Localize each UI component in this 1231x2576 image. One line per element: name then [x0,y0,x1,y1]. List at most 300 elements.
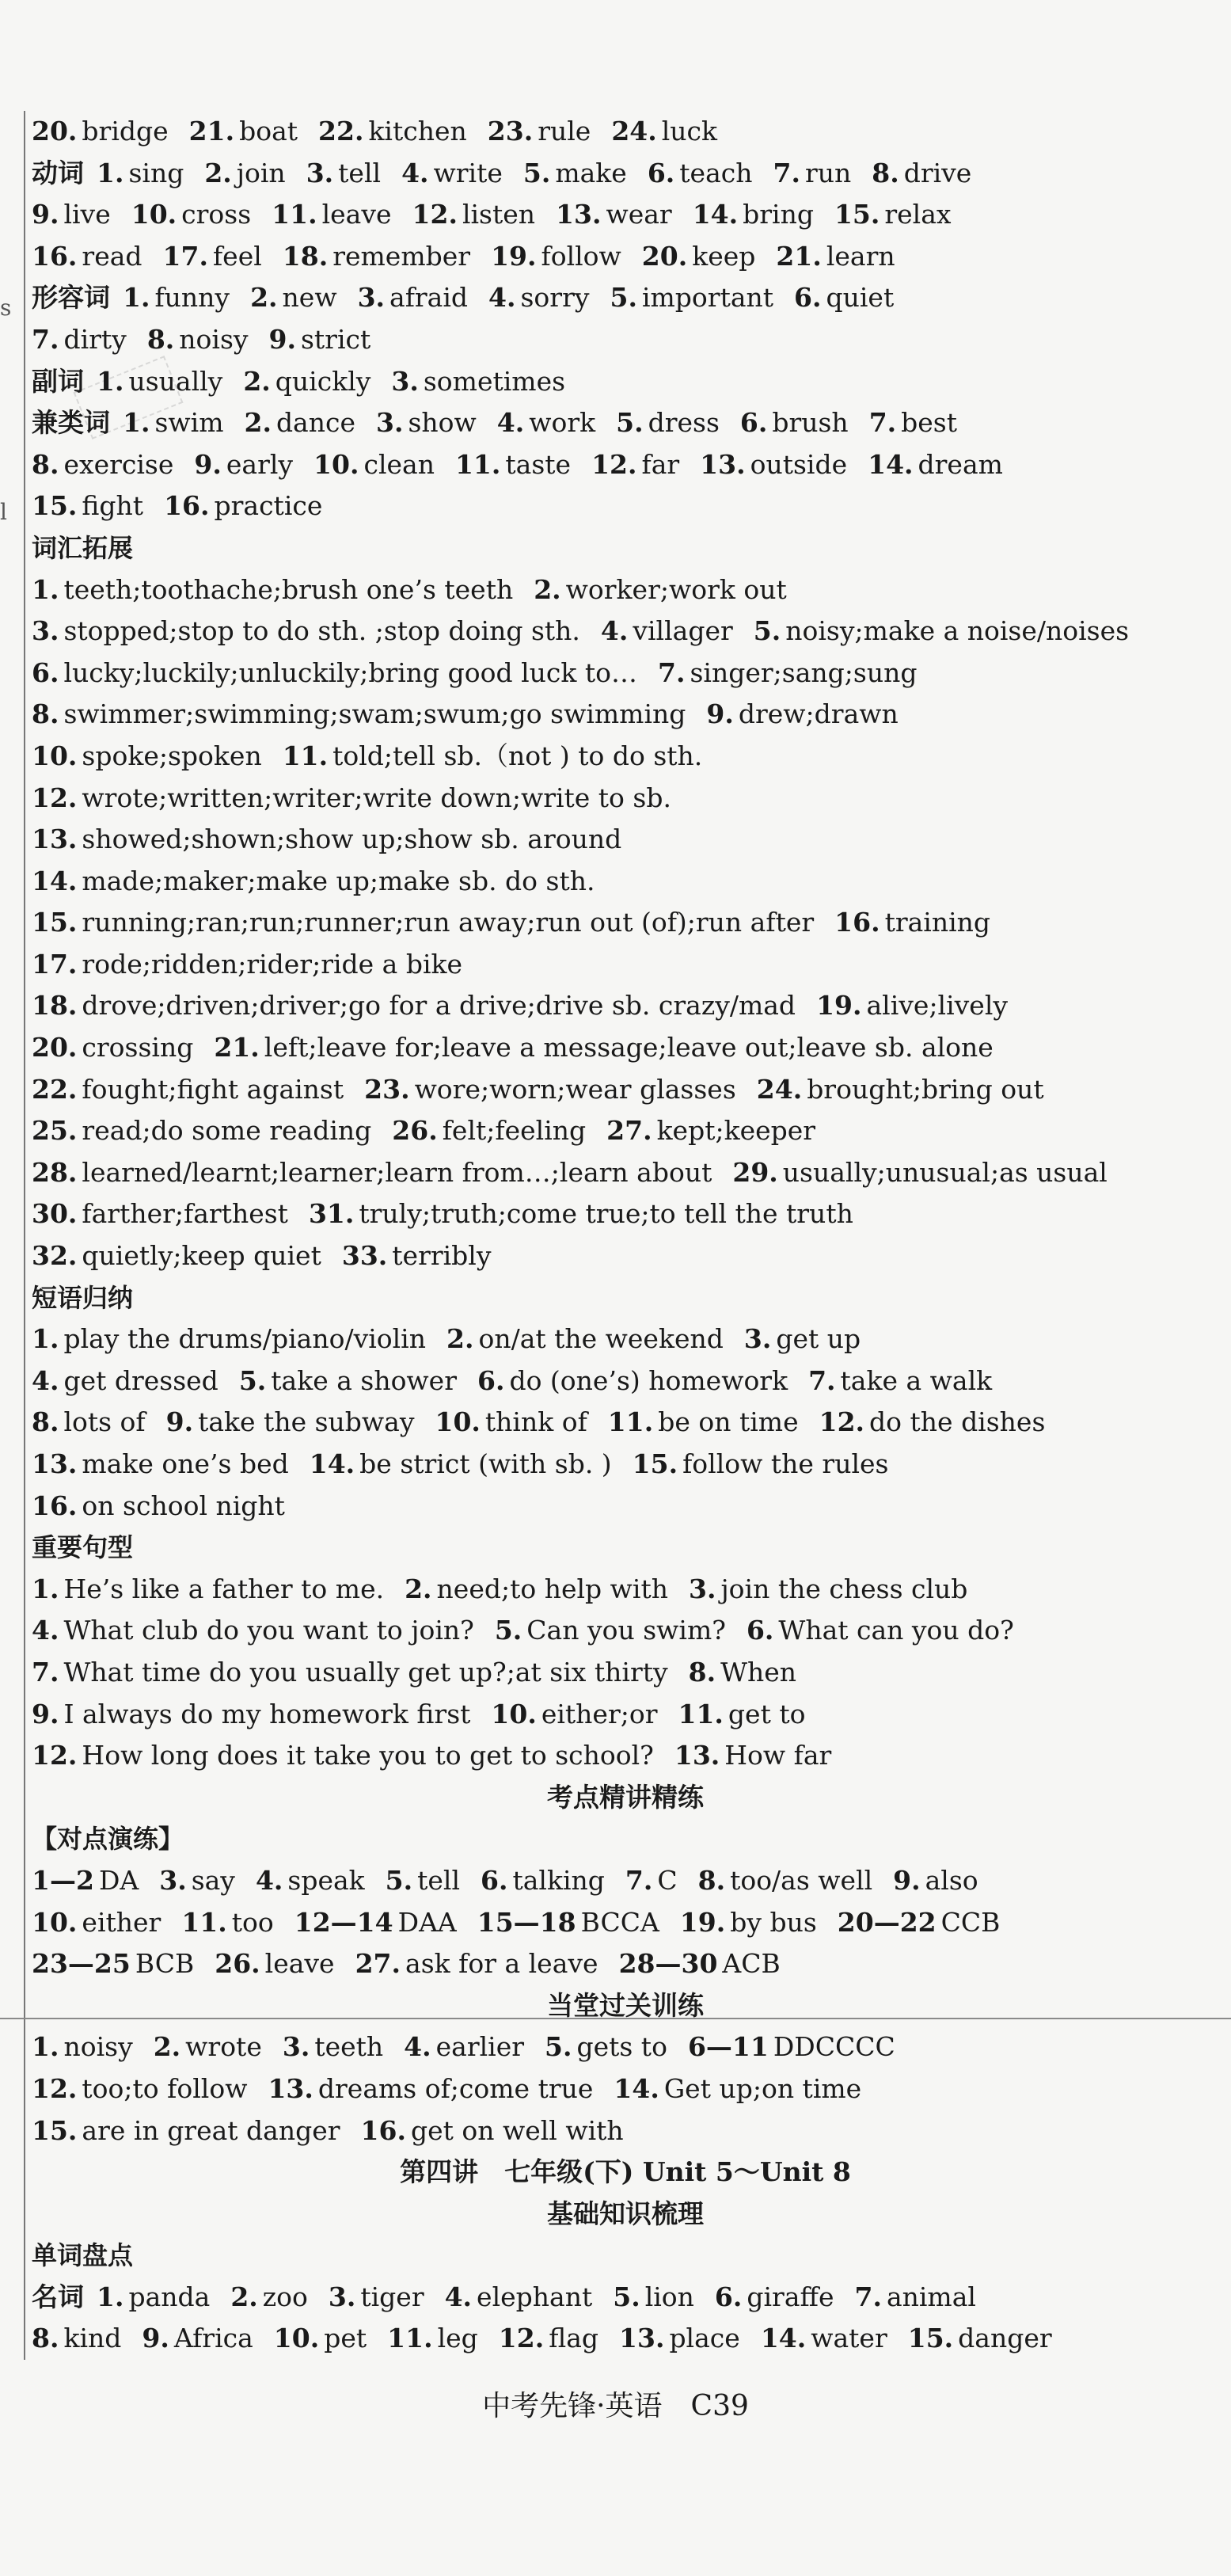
item-answer: fought;fight against [82,1073,344,1105]
item-answer: noisy [63,2031,133,2063]
answer-item [747,1615,1014,1646]
item-number: 4. [32,1364,59,1396]
item-number: 24. [756,1073,803,1105]
answer-item [674,1740,831,1771]
item-answer: keep [692,240,756,272]
item-number: 5. [238,1364,267,1396]
item-answer: told;tell sb.（not ) to do sth. [332,740,703,771]
item-answer: How long does it take you to get to school? [82,1740,654,1771]
answer-item [32,2323,121,2353]
answer-item [269,324,371,355]
answer-line [32,944,1219,986]
answer-item [283,2031,383,2062]
answer-line [32,1569,1219,1611]
item-answer: do the dishes [869,1406,1046,1438]
item-number: 16. [834,907,880,938]
item-number: 6. [481,1864,508,1896]
answer-item [610,282,774,313]
item-answer: place [669,2323,740,2354]
answer-item [32,907,814,938]
left-margin-rule [24,111,25,2360]
item-answer: either [82,1906,161,1938]
answer-item [318,116,467,146]
item-number: 10. [435,1406,481,1438]
item-answer: early [226,448,294,480]
answer-item [32,1865,139,1896]
answer-line [32,361,1219,403]
item-number: 5. [385,1864,413,1896]
item-answer: ask for a leave [405,1948,598,1980]
item-number: 14. [692,199,739,230]
answer-item [872,158,971,188]
item-number: 9. [706,698,734,730]
answer-line [32,1193,1219,1235]
item-number: 11. [272,199,317,230]
item-number: 10. [313,448,359,480]
item-answer: leg [437,2323,478,2354]
item-answer: drew;drawn [738,698,899,730]
answer-item [294,1907,457,1938]
item-answer: are in great danger [82,2114,340,2146]
answer-item [32,1240,321,1271]
answer-item [274,2323,367,2353]
item-number: 11. [387,2323,433,2354]
item-answer: running;ran;run;runner;run away;run out (of);run after [82,907,815,938]
item-number: 7. [868,407,897,439]
answer-item [744,1323,861,1354]
answer-item [97,158,184,188]
item-number: 12. [32,1740,78,1771]
answer-item [214,1032,993,1063]
answer-item [163,241,262,272]
item-answer: clean [363,448,435,480]
item-number: 15. [32,907,78,938]
item-number: 13. [32,824,78,855]
item-number: 15. [907,2323,954,2354]
answer-item [908,2323,1052,2353]
answer-item [32,1365,218,1396]
item-answer: terribly [392,1240,492,1272]
item-answer: too [231,1906,274,1938]
item-number: 33. [341,1240,388,1272]
item-number: 5. [610,282,637,314]
item-answer: luck [661,116,718,146]
answer-item [455,449,571,480]
answer-item [32,866,595,896]
item-number: 3. [159,1864,187,1896]
answer-item [488,116,591,146]
item-number: 22. [32,1073,78,1105]
answer-item [688,2031,895,2062]
item-answer: villager [633,615,733,647]
item-answer: What club do you want to join? [63,1615,474,1646]
item-answer: sorry [520,282,590,314]
item-number: 12. [819,1406,865,1438]
item-number: 14. [32,865,78,896]
answer-item [619,2323,740,2353]
item-answer: funny [154,282,230,314]
item-answer: quickly [275,365,371,397]
answer-line [32,319,1219,361]
item-number: 10. [32,740,78,771]
answer-item [32,1323,426,1354]
item-number: 12. [32,2072,78,2104]
item-answer: kept;keeper [656,1115,816,1147]
item-number: 13. [619,2323,665,2354]
answer-item [477,1907,659,1938]
item-answer: best [901,407,957,439]
item-answer: need;to help with [436,1573,668,1604]
answer-item [154,2031,262,2062]
answer-line [32,1360,1219,1402]
answer-item [556,199,672,230]
item-answer: make [555,157,627,188]
item-answer: drove;driven;driver;go for a drive;drive sb. crazy/mad [82,990,796,1022]
item-answer: learn [826,240,895,272]
item-number: 4. [488,282,516,314]
item-answer: far [641,448,680,480]
item-answer: He’s like a father to me. [63,1573,385,1604]
answer-line [32,778,1219,820]
item-number: 3. [282,2031,310,2063]
answer-item [364,1074,736,1105]
item-number: 20. [32,116,78,146]
item-number: 9. [32,199,59,230]
answer-item [268,2073,593,2104]
answer-item [715,2281,834,2312]
answer-item [854,2281,975,2312]
item-answer: worker;work out [565,573,787,605]
category-label: 兼类词 [32,407,110,439]
item-number: 17. [32,948,78,980]
item-number: 1. [32,1323,59,1355]
item-number: 6. [647,157,675,188]
answer-item [678,1699,806,1729]
item-answer: say [191,1864,235,1896]
item-answer: take a walk [840,1364,993,1396]
answer-item [740,407,849,438]
item-number: 8. [32,2323,59,2354]
item-number: 3. [689,1573,716,1604]
answer-line [32,902,1219,944]
answer-item [32,824,621,854]
item-answer: swim [154,407,224,439]
answer-item [606,1115,815,1146]
item-number: 3. [391,365,419,397]
item-number: 4. [404,2031,431,2063]
answer-item [32,1406,146,1437]
item-answer: dress [648,407,720,439]
answer-item [495,1615,726,1646]
item-number: 1. [97,157,124,188]
item-number: 29. [732,1156,778,1188]
item-answer: exercise [63,448,174,480]
item-answer: kind [63,2323,122,2354]
item-answer: left;leave for;leave a message;leave out;leave sb. alone [264,1032,994,1064]
item-number: 2. [405,1573,432,1604]
item-number: 18. [32,990,78,1022]
item-answer: live [63,199,111,230]
item-number: 28—30 [618,1948,718,1980]
item-number: 11. [282,740,329,771]
item-answer: noisy [179,323,249,355]
answer-line [32,2277,1219,2319]
answer-item [869,407,957,438]
item-answer: lots of [63,1406,146,1438]
item-answer: sometimes [423,365,566,397]
item-number: 6—11 [687,2031,769,2063]
item-answer: pet [324,2323,367,2354]
item-answer: follow the rules [682,1448,889,1479]
answer-item [32,1490,285,1521]
item-answer: Africa [173,2323,253,2354]
answer-line [32,277,1219,319]
answer-item [834,199,952,230]
item-number: 31. [308,1198,355,1230]
answer-item [497,407,595,438]
answer-item [181,1907,273,1938]
answer-item [613,2281,694,2312]
item-number: 2. [250,282,278,314]
answer-item [32,1740,654,1771]
answer-line [32,194,1219,236]
item-answer: Can you swim? [526,1615,726,1646]
answer-item [616,407,720,438]
item-answer: training [884,907,991,938]
answer-item [147,324,249,355]
section-title: 当堂过关训练 [547,1989,704,2021]
answer-line [32,444,1219,486]
item-number: 7. [658,656,686,688]
category-label: 名词 [32,2281,84,2312]
item-number: 20. [641,240,688,272]
item-answer: made;maker;make up;make sb. do sth. [82,865,595,896]
section-heading: 单词盘点 [32,2240,134,2271]
margin-mark: s [0,295,12,321]
item-answer: think of [484,1406,587,1438]
answer-item [32,1948,194,1979]
answer-item [706,698,898,729]
item-number: 13. [32,1448,78,1479]
answer-item [159,1865,235,1896]
item-answer: teeth;toothache;brush one’s teeth [63,573,514,605]
item-answer: What time do you usually get up?;at six thirty [63,1656,668,1688]
item-answer: flag [549,2323,599,2354]
answer-item [32,1573,384,1604]
item-answer: animal [886,2281,976,2312]
item-number: 11. [678,1698,724,1729]
answer-item [642,241,756,272]
item-answer: sing [128,157,184,188]
item-number: 20. [32,1032,78,1064]
answer-line [32,1069,1219,1111]
answer-item [123,407,223,438]
answer-item [309,1198,853,1229]
item-number: 1. [97,2281,124,2312]
answer-item [754,615,1129,646]
item-answer: read [82,240,142,272]
answer-item [342,1240,492,1271]
answer-line [32,402,1219,444]
answer-item [534,574,787,605]
item-number: 8. [146,323,175,355]
item-answer: on school night [82,1490,285,1521]
answer-item [97,2281,210,2312]
item-answer: bring [743,199,814,230]
item-number: 26. [215,1948,260,1980]
answer-item [700,449,847,480]
item-answer: teeth [314,2031,384,2063]
item-number: 24. [611,116,657,146]
item-number: 13. [674,1740,720,1771]
item-number: 1. [32,1573,59,1604]
answer-item [868,449,1003,480]
section-title: 基础知识梳理 [547,2197,704,2229]
answer-line [32,1486,1219,1528]
answer-item [32,324,127,355]
answer-line [32,694,1219,736]
answer-item [32,1448,289,1479]
answer-item [283,241,470,272]
item-number: 7. [625,1864,653,1896]
item-answer: rode;ridden;rider;ride a bike [82,948,463,980]
item-answer: drive [903,157,972,188]
item-answer: too/as well [730,1864,873,1896]
item-number: 22. [318,116,364,146]
answer-item [313,449,435,480]
item-answer: brought;bring out [807,1073,1044,1105]
item-number: 15. [834,199,880,230]
answer-item [491,241,621,272]
item-number: 15. [32,490,78,522]
item-answer: DA [98,1864,139,1896]
item-answer: tell [338,157,382,188]
answer-item [244,407,355,438]
answer-item [256,1865,365,1896]
item-number: 23. [487,116,534,146]
item-answer: I always do my homework first [63,1698,471,1729]
item-number: 27. [355,1948,401,1980]
item-number: 5. [613,2281,640,2312]
item-answer: practice [214,490,323,522]
answer-line [32,236,1219,278]
answer-line [32,1610,1219,1652]
answer-line [32,111,1219,153]
answer-item [32,241,142,272]
item-number: 19. [816,990,862,1022]
answer-item [446,1323,724,1354]
item-number: 2. [153,2031,181,2063]
answer-item [32,740,262,771]
item-answer: get to [728,1698,806,1729]
item-number: 19. [679,1906,726,1938]
item-number: 2. [244,407,272,439]
item-answer: listen [462,199,536,230]
item-answer: DDCCCC [773,2031,895,2063]
item-number: 5. [545,2031,572,2063]
item-answer: wrote [185,2031,262,2063]
answer-line [32,611,1219,653]
answer-item [481,1865,605,1896]
section-title: 考点精讲精练 [547,1781,704,1813]
answer-item [819,1406,1046,1437]
item-number: 10. [32,1906,78,1938]
answer-item [32,1074,344,1105]
item-number: 20—22 [837,1906,937,1938]
item-number: 9. [142,2323,169,2354]
answer-item [32,199,111,230]
item-answer: join [236,157,286,188]
item-number: 6. [714,2281,743,2312]
item-number: 11. [454,448,501,480]
answer-item [591,449,679,480]
item-number: 15. [632,1448,678,1479]
item-answer: lucky;luckily;unluckily;bring good luck to… [63,656,638,688]
answer-item [32,698,686,729]
item-number: 6. [746,1615,774,1646]
item-number: 5. [522,157,551,188]
item-answer: brush [772,407,849,439]
item-number: 3. [376,407,404,439]
item-number: 1. [32,2031,59,2063]
item-number: 13. [556,199,602,230]
item-answer: follow [541,240,621,272]
item-answer: kitchen [368,116,467,146]
item-answer: gets to [576,2031,667,2063]
item-answer: leave [264,1948,335,1980]
item-answer: giraffe [747,2281,834,2312]
answer-line [32,1902,1219,1944]
section-heading: 短语归纳 [32,1282,134,1313]
answer-item [32,1615,474,1646]
answer-line [32,861,1219,903]
item-answer: showed;shown;show up;show sb. around [82,824,622,855]
item-answer: read;do some reading [82,1115,372,1147]
answer-item [773,158,852,188]
answer-item [445,2281,593,2312]
item-number: 21. [214,1032,260,1064]
item-number: 14. [309,1448,355,1479]
answer-line [32,1318,1219,1360]
section-heading: 词汇拓展 [32,532,134,563]
item-number: 3. [357,282,386,314]
item-answer: BCCA [580,1906,659,1938]
answer-item [306,158,381,188]
item-answer: new [282,282,337,314]
answer-item [329,2281,424,2312]
item-answer: lion [644,2281,694,2312]
answer-item [164,490,322,521]
item-answer: feel [212,240,262,272]
item-answer: stopped;stop to do sth. ;stop doing sth. [63,615,580,647]
item-answer: quiet [826,282,895,314]
item-number: 6. [477,1364,505,1396]
item-number: 4. [600,615,629,647]
answer-item [608,1406,799,1437]
answer-item [693,199,814,230]
item-number: 6. [32,656,59,688]
item-answer: boat [239,116,298,146]
answer-line [32,1860,1219,1902]
item-number: 9. [32,1698,59,1729]
item-answer: earlier [435,2031,525,2063]
item-number: 23. [364,1073,410,1105]
answer-item [523,158,627,188]
answer-line [32,1444,1219,1486]
answer-item [625,1865,678,1896]
answer-item [698,1865,873,1896]
item-answer: show [408,407,477,439]
